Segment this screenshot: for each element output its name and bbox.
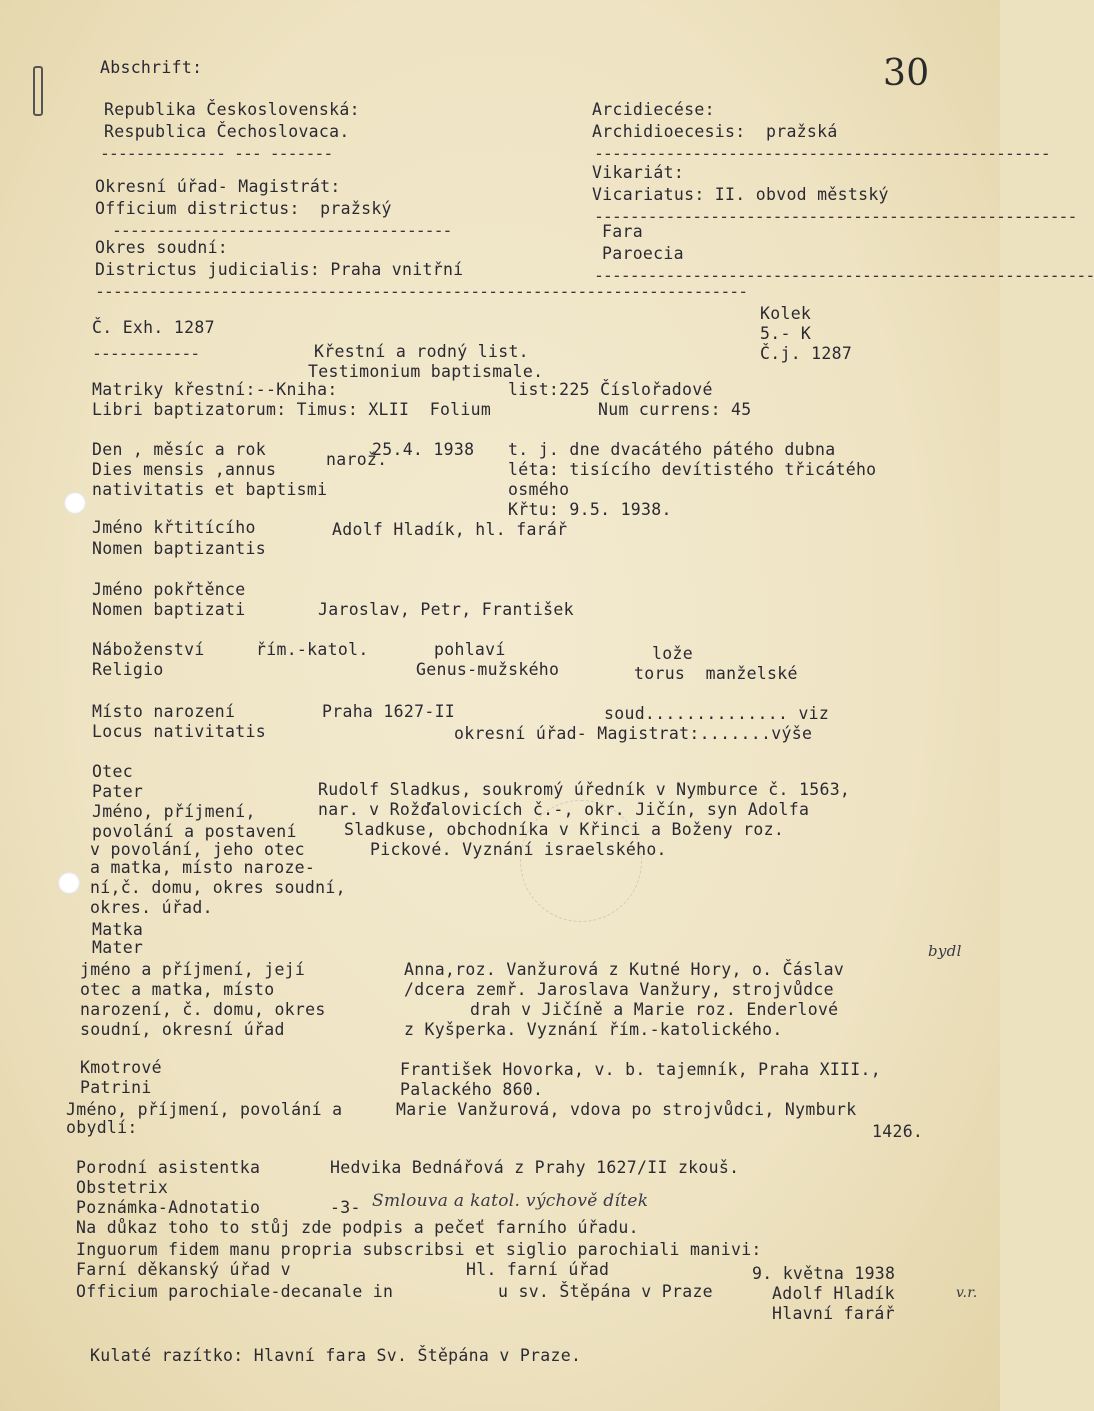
born-words-1: t. j. dne dvacátého pátého dubna: [508, 440, 836, 459]
birthplace-court: soud.............. viz: [604, 704, 830, 723]
born-date: 25.4. 1938: [372, 440, 475, 459]
baptizer-value: Adolf Hladík, hl. farář: [332, 520, 568, 539]
midwife-value: Hedvika Bednářová z Prahy 1627/II zkouš.: [330, 1158, 740, 1177]
godparents-line-3: Marie Vanžurová, vdova po strojvůdci, Nymburk: [396, 1100, 857, 1119]
mother-label-6: soudní, okresní úřad: [80, 1020, 285, 1039]
registry-line2-a: Libri baptizatorum: Timus: XLII Folium: [92, 400, 492, 419]
father-line-4: Pickové. Vyznání israelského.: [370, 840, 667, 859]
kolek-label: Kolek: [760, 304, 812, 323]
mother-label-2: Mater: [92, 938, 144, 957]
divider: --------------------------------------------------------: [594, 266, 1094, 285]
father-label-8: okres. úřad.: [90, 898, 213, 917]
divider: --------------------------------------: [112, 221, 452, 240]
signature-hand-vr: v.r.: [956, 1285, 978, 1301]
godparents-line-2: Palackého 860.: [400, 1080, 544, 1099]
court-cz: Okres soudní:: [95, 238, 229, 257]
mother-label-1: Matka: [92, 920, 144, 939]
baptized-label-la: Nomen baptizati: [92, 600, 246, 619]
kolek-amount: 5.- K: [760, 324, 812, 343]
republic-la: Respublica Čechoslovaca.: [104, 122, 350, 141]
registry-line1-b: list:225 Číslořadové: [508, 380, 713, 399]
closing-line-2: Inguorum fidem manu propria subscribsi et siglio parochiali manivi:: [76, 1240, 762, 1259]
baptism-date: Křtu: 9.5. 1938.: [508, 500, 672, 519]
religion-label-cz: Náboženství: [92, 640, 205, 659]
stamp-note: Kulaté razítko: Hlavní fara Sv. Štěpána v Praze.: [90, 1346, 582, 1365]
mother-label-5: narození, č. domu, okres: [80, 1000, 326, 1019]
paper-clip: [33, 66, 43, 116]
mother-line-4: z Kyšperka. Vyznání řím.-katolického.: [404, 1020, 783, 1039]
godparents-label-3: Jméno, příjmení, povolání a: [66, 1100, 343, 1119]
page-number: 30: [883, 53, 930, 94]
born-label: narož.: [326, 450, 388, 469]
religion-value: řím.-katol.: [256, 640, 369, 659]
father-label-6: a matka, místo naroze-: [90, 858, 316, 877]
birth-label-3: nativitatis et baptismi: [92, 480, 328, 499]
vicariate-la: Vicariatus: II. obvod městský: [592, 185, 889, 204]
birth-label-2: Dies mensis ,annus: [92, 460, 277, 479]
born-words-2: léta: tisícího devítistého třicátého: [508, 460, 877, 479]
godparents-label-2: Patrini: [80, 1078, 152, 1097]
born-words-3: osmého: [508, 480, 570, 499]
divider: ---------------------------------------------------: [594, 144, 1050, 163]
doc-title-la: Testimonium baptismale.: [308, 362, 544, 381]
vicariate-cz: Vikariát:: [592, 163, 685, 182]
note-label: Poznámka-Adnotatio: [76, 1198, 261, 1217]
midwife-label-la: Obstetrix: [76, 1178, 169, 1197]
godparents-line-1: František Hovorka, v. b. tajemník, Praha XIII.,: [400, 1060, 881, 1079]
signature-date: 9. května 1938: [752, 1264, 896, 1283]
document-title: Abschrift:: [100, 58, 203, 77]
parish-la: Paroecia: [602, 244, 684, 263]
father-label-3: Jméno, příjmení,: [92, 802, 256, 821]
birthplace-value: Praha 1627-II: [322, 702, 456, 721]
mother-label-3: jméno a příjmení, její: [80, 960, 306, 979]
baptizer-label-cz: Jméno křtitícího: [92, 518, 256, 537]
doc-title-cz: Křestní a rodný list.: [314, 342, 529, 361]
punch-hole-bottom: [58, 872, 80, 894]
father-label-5: v povolání, jeho otec: [90, 840, 305, 859]
birthplace-label-cz: Místo narození: [92, 702, 236, 721]
archdiocese-cz: Arcidiecése:: [592, 100, 715, 119]
signature-title: Hlavní farář: [772, 1304, 895, 1323]
divider: -------------------------------------------------------------------------: [95, 282, 748, 301]
godparents-label-4: obydlí:: [66, 1118, 138, 1137]
mother-label-4: otec a matka, místo: [80, 980, 275, 999]
republic-cz: Republika Československá:: [104, 100, 360, 119]
closing-line-3a: Farní děkanský úřad v: [76, 1260, 291, 1279]
father-label-2: Pater: [92, 782, 144, 801]
baptizer-label-la: Nomen baptizantis: [92, 539, 266, 558]
closing-line-3b: Hl. farní úřad: [466, 1260, 610, 1279]
baptized-value: Jaroslav, Petr, František: [318, 600, 574, 619]
closing-line-1: Na důkaz toho to stůj zde podpis a pečeť farního úřadu.: [76, 1218, 639, 1237]
bed-value: torus manželské: [634, 664, 798, 683]
father-line-1: Rudolf Sladkus, soukromý úředník v Nymburce č. 1563,: [318, 780, 851, 799]
punch-hole-top: [64, 492, 86, 514]
religion-label-la: Religio: [92, 660, 164, 679]
kolek-cj: Č.j. 1287: [760, 344, 853, 363]
midwife-label-cz: Porodní asistentka: [76, 1158, 261, 1177]
mother-line-1: Anna,roz. Vanžurová z Kutné Hory, o. Čáslav: [404, 960, 845, 979]
court-la: Districtus judicialis: Praha vnitřní: [95, 260, 464, 279]
father-line-3: Sladkuse, obchodníka v Křinci a Boženy roz.: [344, 820, 785, 839]
father-line-2: nar. v Rožďalovicích č.-, okr. Jičín, syn Adolfa: [318, 800, 810, 819]
father-label-7: ní,č. domu, okres soudní,: [90, 878, 346, 897]
note-dash: -3-: [330, 1198, 361, 1217]
registry-line2-b: Num currens: 45: [598, 400, 752, 419]
birth-label-1: Den , měsíc a rok: [92, 440, 266, 459]
signature-name: Adolf Hladík: [772, 1284, 895, 1303]
office-la: Officium districtus: pražský: [95, 199, 392, 218]
baptized-label-cz: Jméno pokřtěnce: [92, 580, 246, 599]
parish-cz: Fara: [602, 222, 643, 241]
birthplace-office: okresní úřad- Magistrat:.......výše: [454, 724, 813, 743]
mother-line-2: /dcera zemř. Jaroslava Vanžury, strojvůdce: [404, 980, 834, 999]
divider: -------------- --- -------: [100, 144, 333, 163]
divider: ------------: [92, 344, 200, 363]
exhibit-number: Č. Exh. 1287: [92, 318, 215, 337]
sex-value: Genus-mužského: [416, 660, 560, 679]
father-label-4: povolání a postavení: [92, 822, 297, 841]
godparents-line-4: 1426.: [872, 1122, 924, 1141]
bed-label: lože: [652, 644, 693, 663]
registry-line1-a: Matriky křestní:--Kniha:: [92, 380, 338, 399]
divider: ------------------------------------------------------: [594, 207, 1077, 226]
note-handwritten: Smlouva a katol. výchově dítek: [372, 1191, 649, 1211]
birthplace-label-la: Locus nativitatis: [92, 722, 266, 741]
closing-line-4b: u sv. Štěpána v Praze: [498, 1282, 713, 1301]
mother-line-3: drah v Jičíně a Marie roz. Enderlové: [470, 1000, 839, 1019]
office-cz: Okresní úřad- Magistrát:: [95, 177, 341, 196]
sex-label: pohlaví: [434, 640, 506, 659]
father-label-1: Otec: [92, 762, 133, 781]
godparents-label-1: Kmotrové: [80, 1058, 162, 1077]
mother-hand-note: bydl: [928, 942, 962, 960]
closing-line-4a: Officium parochiale-decanale in: [76, 1282, 394, 1301]
archdiocese-la: Archidioecesis: pražská: [592, 122, 838, 141]
